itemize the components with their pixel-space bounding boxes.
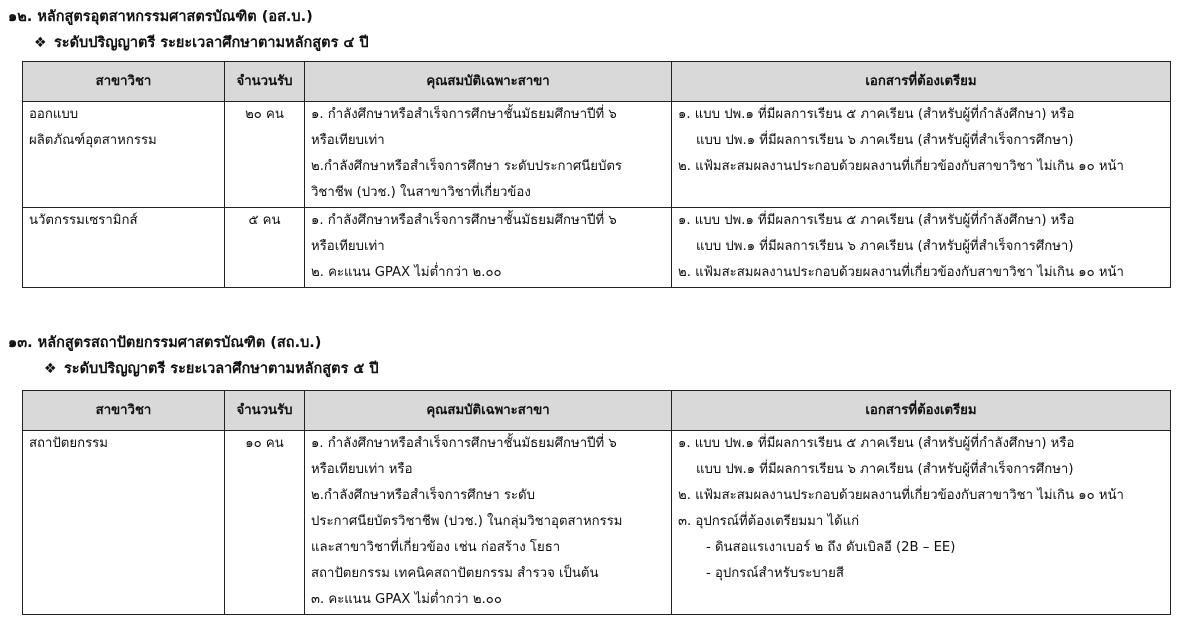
table-row: [23, 102, 1171, 208]
qualification-line: หรือเทียบเท่า หรือ: [311, 462, 413, 477]
curriculum-table: [22, 390, 1171, 615]
qualifications-cell: [305, 102, 672, 208]
level-text: ระดับปริญญาตรี ระยะเวลาศึกษาตามหลักสูตร ๕ ปี: [64, 361, 379, 377]
document-line: ๑. แบบ ปพ.๑ ที่มีผลการเรียน ๕ ภาคเรียน (สำหรับผู้ที่กำลังศึกษา) หรือ: [678, 213, 1075, 228]
table-row: [23, 431, 1171, 615]
document-line: แบบ ปพ.๑ ที่มีผลการเรียน ๖ ภาคเรียน (สำหรับผู้ที่สำเร็จการศึกษา): [696, 239, 1074, 254]
qualification-line: วิชาชีพ (ปวช.) ในสาขาวิชาที่เกี่ยวข้อง: [311, 185, 531, 200]
major-name: ผลิตภัณฑ์อุตสาหกรรม: [29, 133, 157, 148]
qualification-line: ๒. คะแนน GPAX ไม่ต่ำกว่า ๒.๐๐: [311, 265, 502, 280]
header-major: สาขาวิชา: [23, 62, 225, 102]
header-documents: เอกสารที่ต้องเตรียม: [672, 391, 1171, 431]
document-line: ๓. อุปกรณ์ที่ต้องเตรียมมา ได้แก่: [678, 514, 860, 529]
count-cell: ๒๐ คน: [225, 102, 305, 208]
level-line: [34, 31, 369, 54]
table-row: [23, 208, 1171, 288]
document-line: แบบ ปพ.๑ ที่มีผลการเรียน ๖ ภาคเรียน (สำหรับผู้ที่สำเร็จการศึกษา): [696, 133, 1074, 148]
table-header-row: [23, 62, 1171, 102]
qualification-line: ๒.กำลังศึกษาหรือสำเร็จการศึกษา ระดับประกาศนียบัตร: [311, 159, 622, 174]
qualification-line: ๑. กำลังศึกษาหรือสำเร็จการศึกษาชั้นมัธยมศึกษาปีที่ ๖: [311, 436, 617, 451]
qualification-line: ๑. กำลังศึกษาหรือสำเร็จการศึกษาชั้นมัธยมศึกษาปีที่ ๖: [311, 107, 617, 122]
documents-cell: [672, 431, 1171, 615]
documents-cell: [672, 208, 1171, 288]
header-qualifications: คุณสมบัติเฉพาะสาขา: [305, 391, 672, 431]
qualification-line: หรือเทียบเท่า: [311, 133, 385, 148]
diamond-bullet-icon: ❖: [34, 35, 47, 51]
qualifications-cell: [305, 431, 672, 615]
curriculum-table: [22, 61, 1171, 288]
qualification-line: และสาขาวิชาที่เกี่ยวข้อง เช่น ก่อสร้าง โยธา: [311, 540, 561, 555]
qualification-line: หรือเทียบเท่า: [311, 239, 385, 254]
document-line: แบบ ปพ.๑ ที่มีผลการเรียน ๖ ภาคเรียน (สำหรับผู้ที่สำเร็จการศึกษา): [696, 462, 1074, 477]
qualifications-cell: [305, 208, 672, 288]
qualification-line: สถาปัตยกรรม เทคนิคสถาปัตยกรรม สำรวจ เป็นต้น: [311, 566, 599, 581]
table-header-row: [23, 391, 1171, 431]
count-cell: ๕ คน: [225, 208, 305, 288]
major-name: ออกแบบ: [29, 107, 79, 122]
level-line: [44, 357, 379, 380]
document-line: ๒. แฟ้มสะสมผลงานประกอบด้วยผลงานที่เกี่ยวข้องกับสาขาวิชา ไม่เกิน ๑๐ หน้า: [678, 488, 1124, 503]
header-qualifications: คุณสมบัติเฉพาะสาขา: [305, 62, 672, 102]
document-line: - ดินสอแรเงาเบอร์ ๒ ถึง ดับเบิลอี (2B – EE): [706, 540, 956, 555]
header-count: จำนวนรับ: [225, 391, 305, 431]
level-text: ระดับปริญญาตรี ระยะเวลาศึกษาตามหลักสูตร ๔ ปี: [54, 35, 369, 51]
document-line: ๒. แฟ้มสะสมผลงานประกอบด้วยผลงานที่เกี่ยวข้องกับสาขาวิชา ไม่เกิน ๑๐ หน้า: [678, 159, 1124, 174]
major-name: นวัตกรรมเซรามิกส์: [29, 213, 138, 228]
qualification-line: ประกาศนียบัตรวิชาชีพ (ปวช.) ในกลุ่มวิชาอุตสาหกรรม: [311, 514, 623, 529]
document-line: ๑. แบบ ปพ.๑ ที่มีผลการเรียน ๕ ภาคเรียน (สำหรับผู้ที่กำลังศึกษา) หรือ: [678, 107, 1075, 122]
count-cell: ๑๐ คน: [225, 431, 305, 615]
document-line: ๒. แฟ้มสะสมผลงานประกอบด้วยผลงานที่เกี่ยวข้องกับสาขาวิชา ไม่เกิน ๑๐ หน้า: [678, 265, 1124, 280]
document-line: - อุปกรณ์สำหรับระบายสี: [706, 566, 844, 581]
section-heading: ๑๒. หลักสูตรอุตสาหกรรมศาสตรบัณฑิต (อส.บ.): [8, 9, 313, 25]
header-documents: เอกสารที่ต้องเตรียม: [672, 62, 1171, 102]
major-cell: [23, 431, 225, 615]
qualification-line: ๑. กำลังศึกษาหรือสำเร็จการศึกษาชั้นมัธยมศึกษาปีที่ ๖: [311, 213, 617, 228]
document-line: ๑. แบบ ปพ.๑ ที่มีผลการเรียน ๕ ภาคเรียน (สำหรับผู้ที่กำลังศึกษา) หรือ: [678, 436, 1075, 451]
qualification-line: ๓. คะแนน GPAX ไม่ต่ำกว่า ๒.๐๐: [311, 592, 502, 607]
diamond-bullet-icon: ❖: [44, 361, 57, 377]
qualification-line: ๒.กำลังศึกษาหรือสำเร็จการศึกษา ระดับ: [311, 488, 535, 503]
major-cell: [23, 208, 225, 288]
documents-cell: [672, 102, 1171, 208]
header-count: จำนวนรับ: [225, 62, 305, 102]
header-major: สาขาวิชา: [23, 391, 225, 431]
major-cell: [23, 102, 225, 208]
major-name: สถาปัตยกรรม: [29, 436, 108, 451]
section-heading: ๑๓. หลักสูตรสถาปัตยกรรมศาสตรบัณฑิต (สถ.บ.): [8, 335, 322, 351]
